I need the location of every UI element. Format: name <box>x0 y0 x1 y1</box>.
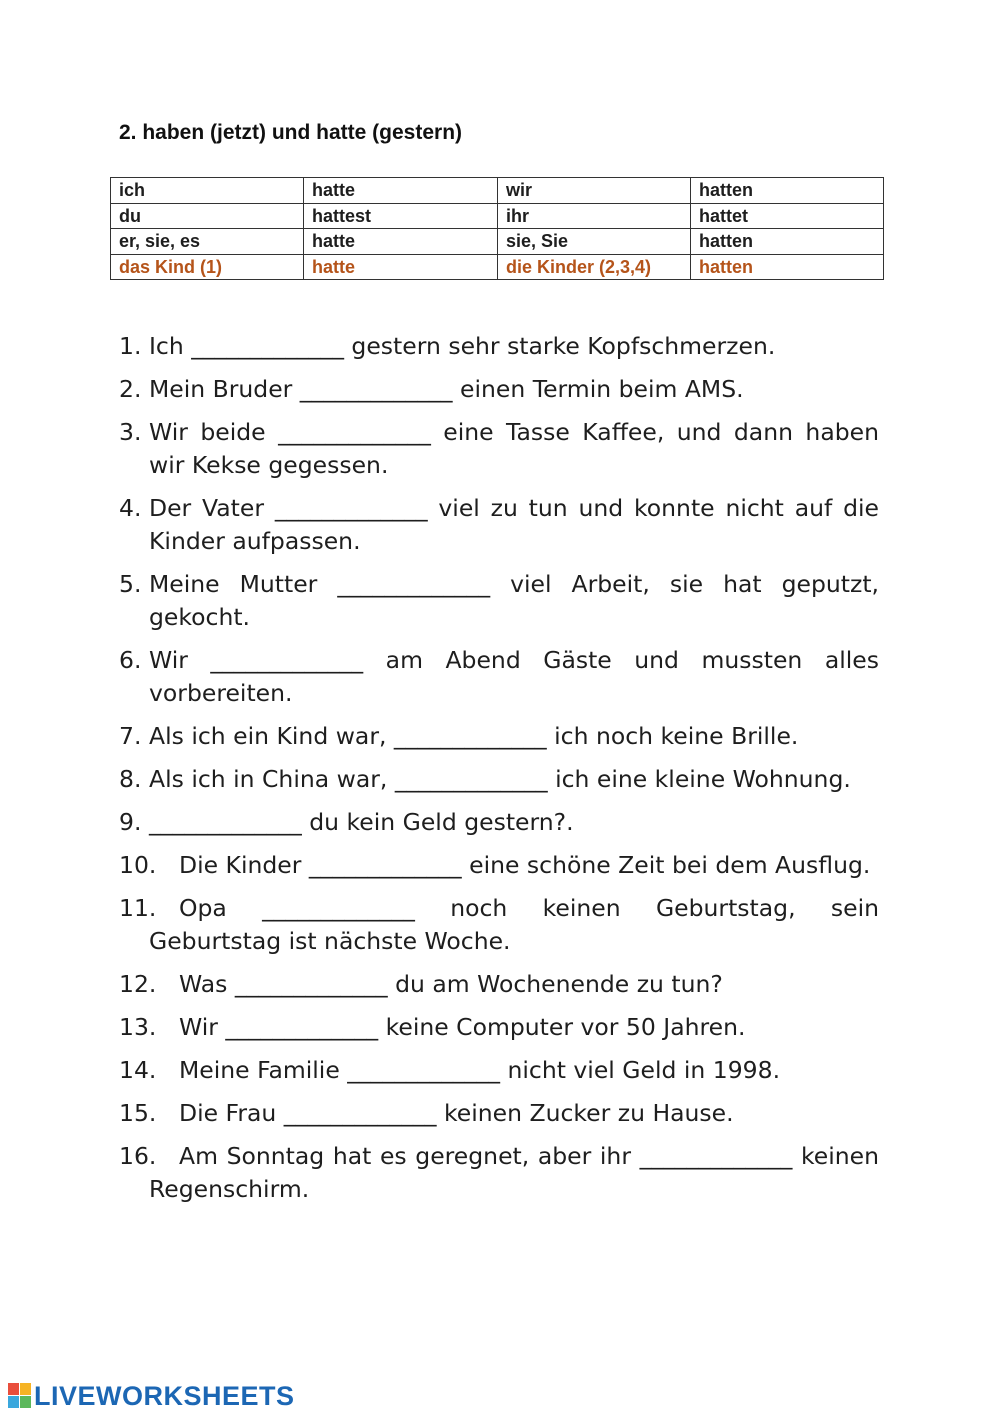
exercise-number: 10. <box>119 851 157 879</box>
pronoun-cell: ihr <box>498 203 691 229</box>
exercise-sentence: Wir beide _____________ eine Tasse Kaffee, und dann haben wir Kekse gegessen. <box>149 418 879 479</box>
verb-form-cell: hatten <box>691 229 884 255</box>
exercise-number: 2. <box>119 375 142 403</box>
exercise-item <box>119 568 879 634</box>
verb-form-cell: hattet <box>691 203 884 229</box>
liveworksheets-logo <box>8 1380 295 1412</box>
exercise-item <box>119 644 879 710</box>
exercise-number: 15. <box>119 1099 157 1127</box>
conjugation-row <box>111 254 884 280</box>
exercise-item <box>119 968 879 1001</box>
conjugation-table <box>110 177 884 280</box>
verb-form-cell: hatte <box>304 254 498 280</box>
exercise-item <box>119 492 879 558</box>
exercise-sentence: Als ich in China war, _____________ ich eine kleine Wohnung. <box>149 765 851 793</box>
exercise-number: 13. <box>119 1013 157 1041</box>
conjugation-row <box>111 229 884 255</box>
exercise-number: 11. <box>119 894 157 922</box>
logo-text: LIVEWORKSHEETS <box>34 1380 295 1411</box>
exercise-number: 5. <box>119 570 142 598</box>
exercise-sentence: Was _____________ du am Wochenende zu tun? <box>179 970 723 998</box>
exercise-item <box>119 1140 879 1206</box>
exercise-item <box>119 373 879 406</box>
pronoun-cell: wir <box>498 178 691 204</box>
exercise-sentence: Opa _____________ noch keinen Geburtstag, sein Geburtstag ist nächste Woche. <box>149 894 879 955</box>
exercise-item <box>119 330 879 363</box>
pronoun-cell: sie, Sie <box>498 229 691 255</box>
exercise-item <box>119 892 879 958</box>
exercise-number: 4. <box>119 494 142 522</box>
exercise-number: 9. <box>119 808 142 836</box>
exercise-sentence: Der Vater _____________ viel zu tun und konnte nicht auf die Kinder aufpassen. <box>149 494 879 555</box>
exercise-sentence: Wir _____________ am Abend Gäste und mussten alles vorbereiten. <box>149 646 879 707</box>
exercise-number: 1. <box>119 332 142 360</box>
exercise-item <box>119 416 879 482</box>
exercise-sentence: Meine Familie _____________ nicht viel Geld in 1998. <box>179 1056 781 1084</box>
verb-form-cell: hatte <box>304 178 498 204</box>
exercise-item <box>119 1011 879 1044</box>
exercise-sentence: Ich _____________ gestern sehr starke Kopfschmerzen. <box>149 332 776 360</box>
exercise-number: 6. <box>119 646 142 674</box>
exercise-sentence: _____________ du kein Geld gestern?. <box>149 808 574 836</box>
exercise-list <box>119 330 879 1216</box>
exercise-number: 14. <box>119 1056 157 1084</box>
exercise-item <box>119 1097 879 1130</box>
pronoun-cell: du <box>111 203 304 229</box>
exercise-sentence: Wir _____________ keine Computer vor 50 Jahren. <box>179 1013 746 1041</box>
exercise-number: 7. <box>119 722 142 750</box>
pronoun-cell: die Kinder (2,3,4) <box>498 254 691 280</box>
exercise-item <box>119 763 879 796</box>
exercise-item <box>119 1054 879 1087</box>
exercise-sentence: Mein Bruder _____________ einen Termin beim AMS. <box>149 375 744 403</box>
conjugation-row <box>111 203 884 229</box>
exercise-number: 16. <box>119 1142 157 1170</box>
verb-form-cell: hatten <box>691 254 884 280</box>
exercise-number: 3. <box>119 418 142 446</box>
verb-form-cell: hatten <box>691 178 884 204</box>
verb-form-cell: hatte <box>304 229 498 255</box>
exercise-sentence: Die Kinder _____________ eine schöne Zeit bei dem Ausflug. <box>179 851 871 879</box>
exercise-item <box>119 720 879 753</box>
exercise-sentence: Als ich ein Kind war, _____________ ich noch keine Brille. <box>149 722 799 750</box>
exercise-sentence: Am Sonntag hat es geregnet, aber ihr _____________ keinen Regenschirm. <box>149 1142 879 1203</box>
logo-mark-icon <box>8 1383 32 1409</box>
exercise-sentence: Die Frau _____________ keinen Zucker zu Hause. <box>179 1099 734 1127</box>
exercise-sentence: Meine Mutter _____________ viel Arbeit, sie hat geputzt, gekocht. <box>149 570 879 631</box>
pronoun-cell: ich <box>111 178 304 204</box>
exercise-number: 8. <box>119 765 142 793</box>
exercise-item <box>119 806 879 839</box>
exercise-number: 12. <box>119 970 157 998</box>
verb-form-cell: hattest <box>304 203 498 229</box>
pronoun-cell: er, sie, es <box>111 229 304 255</box>
conjugation-row <box>111 178 884 204</box>
exercise-item <box>119 849 879 882</box>
worksheet-heading: 2. haben (jetzt) und hatte (gestern) <box>119 121 463 144</box>
pronoun-cell: das Kind (1) <box>111 254 304 280</box>
